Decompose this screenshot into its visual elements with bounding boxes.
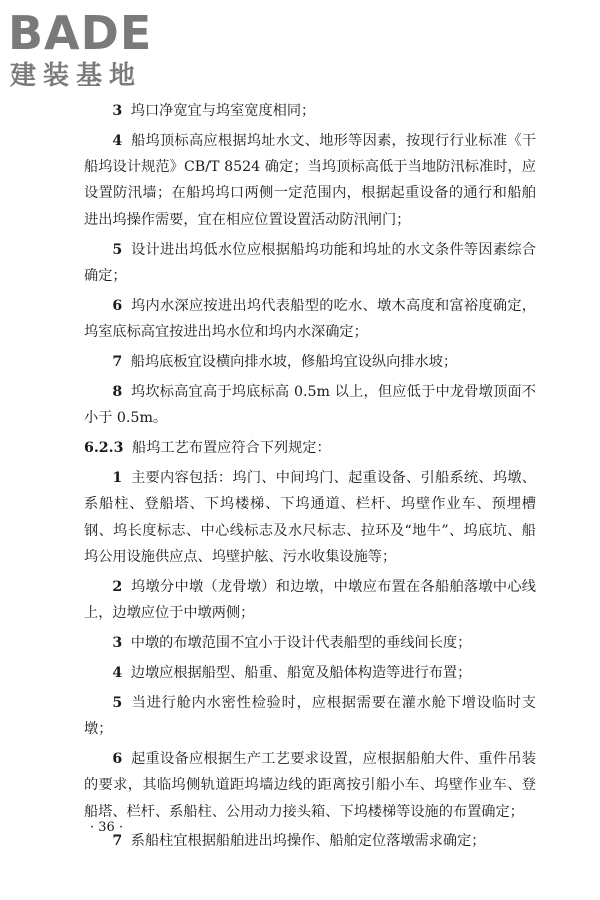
clause-number: 3 [112,634,123,651]
clause-text: 坞口净宽宜与坞室宽度相同； [130,103,316,119]
clause-number: 7 [112,354,123,371]
clause-number: 4 [112,664,123,681]
clause-text: 坞坎标高宜高于坞底标高 0.5m 以上，但应低于中龙骨墩顶面不小于 0.5m。 [84,383,536,427]
clause-number: 8 [112,383,123,400]
clause-item [84,630,536,656]
clause-text: 船坞工艺布置应符合下列规定： [132,440,331,457]
clause-item [84,293,536,346]
clause-number: 4 [112,132,123,149]
clause-item [84,237,536,290]
clause-text: 主要内容包括：坞门、中间坞门、起重设备、引船系统、坞墩、系船柱、登船塔、下坞楼梯、下坞通道、栏杆、坞壁作业车、预埋槽钢、坞长度标志、中心线标志及水尺标志、拉环及“地牛”、坞底坑、船坞公用设施供应点、坞壁护舷、污水收集设施等； [84,470,536,565]
clause-number: 3 [112,103,123,119]
clause-item [84,98,536,124]
clause-number: 6 [112,297,123,314]
clause-item [84,690,536,743]
logo-wordmark: BADE [8,6,153,60]
clause-item [84,128,536,233]
clause-text: 当进行舱内水密性检验时，应根据需要在灌水舱下增设临时支墩； [84,694,536,738]
clause-number: 7 [112,833,123,850]
clause-text: 坞内水深应按进出坞代表船型的吃水、墩木高度和富裕度确定，坞室底标高宜按进出坞水位和坞内水深确定； [84,297,536,341]
section-heading [84,435,536,461]
document-body [84,98,536,858]
clause-item [84,465,536,570]
clause-text: 边墩应根据船型、船重、船宽及船体构造等进行布置； [130,664,472,681]
clause-item [84,574,536,627]
clause-text: 起重设备应根据生产工艺要求设置，应根据船舶大件、重件吊装的要求，其临坞侧轨道距坞墙边线的距离按引船小车、坞壁作业车、登船塔、栏杆、系船柱、公用动力接头箱、下坞楼梯等设施的布置确定； [84,750,536,820]
clause-text: 坞墩分中墩（龙骨墩）和边墩，中墩应布置在各船舶落墩中心线上，边墩应位于中墩两侧； [84,578,536,622]
clause-text: 系船柱宜根据船舶进出坞操作、船舶定位落墩需求确定； [130,833,486,850]
clause-item [84,349,536,375]
page-number: · 36 · [90,820,124,835]
clause-text: 中墩的布墩范围不宜小于设计代表船型的垂线间长度； [130,634,472,651]
clause-number: 5 [112,241,123,258]
clause-number: 6.2.3 [84,440,124,457]
clause-item [84,379,536,432]
logo-subtitle: 建装基地 [10,61,143,91]
bade-logo [8,8,178,94]
clause-text: 船坞顶标高应根据坞址水文、地形等因素，按现行行业标准《干船坞设计规范》CB/T 8524 确定；当坞顶标高低于当地防汛标准时，应设置防汛墙；在船坞坞口两侧一定范围内，根据起重设备的通行和船舶进出坞操作需要，宜在相应位置设置活动防汛闸门； [84,132,536,228]
clause-text: 船坞底板宜设横向排水坡，修船坞宜设纵向排水坡； [130,354,458,371]
clause-text: 设计进出坞低水位应根据船坞功能和坞址的水文条件等因素综合确定； [84,241,536,284]
clause-item [84,828,536,854]
clause-number: 1 [112,470,123,487]
clause-number: 6 [112,750,123,767]
clause-number: 2 [112,578,123,595]
clause-item [84,660,536,686]
clause-number: 5 [112,694,123,711]
clause-item [84,746,536,825]
